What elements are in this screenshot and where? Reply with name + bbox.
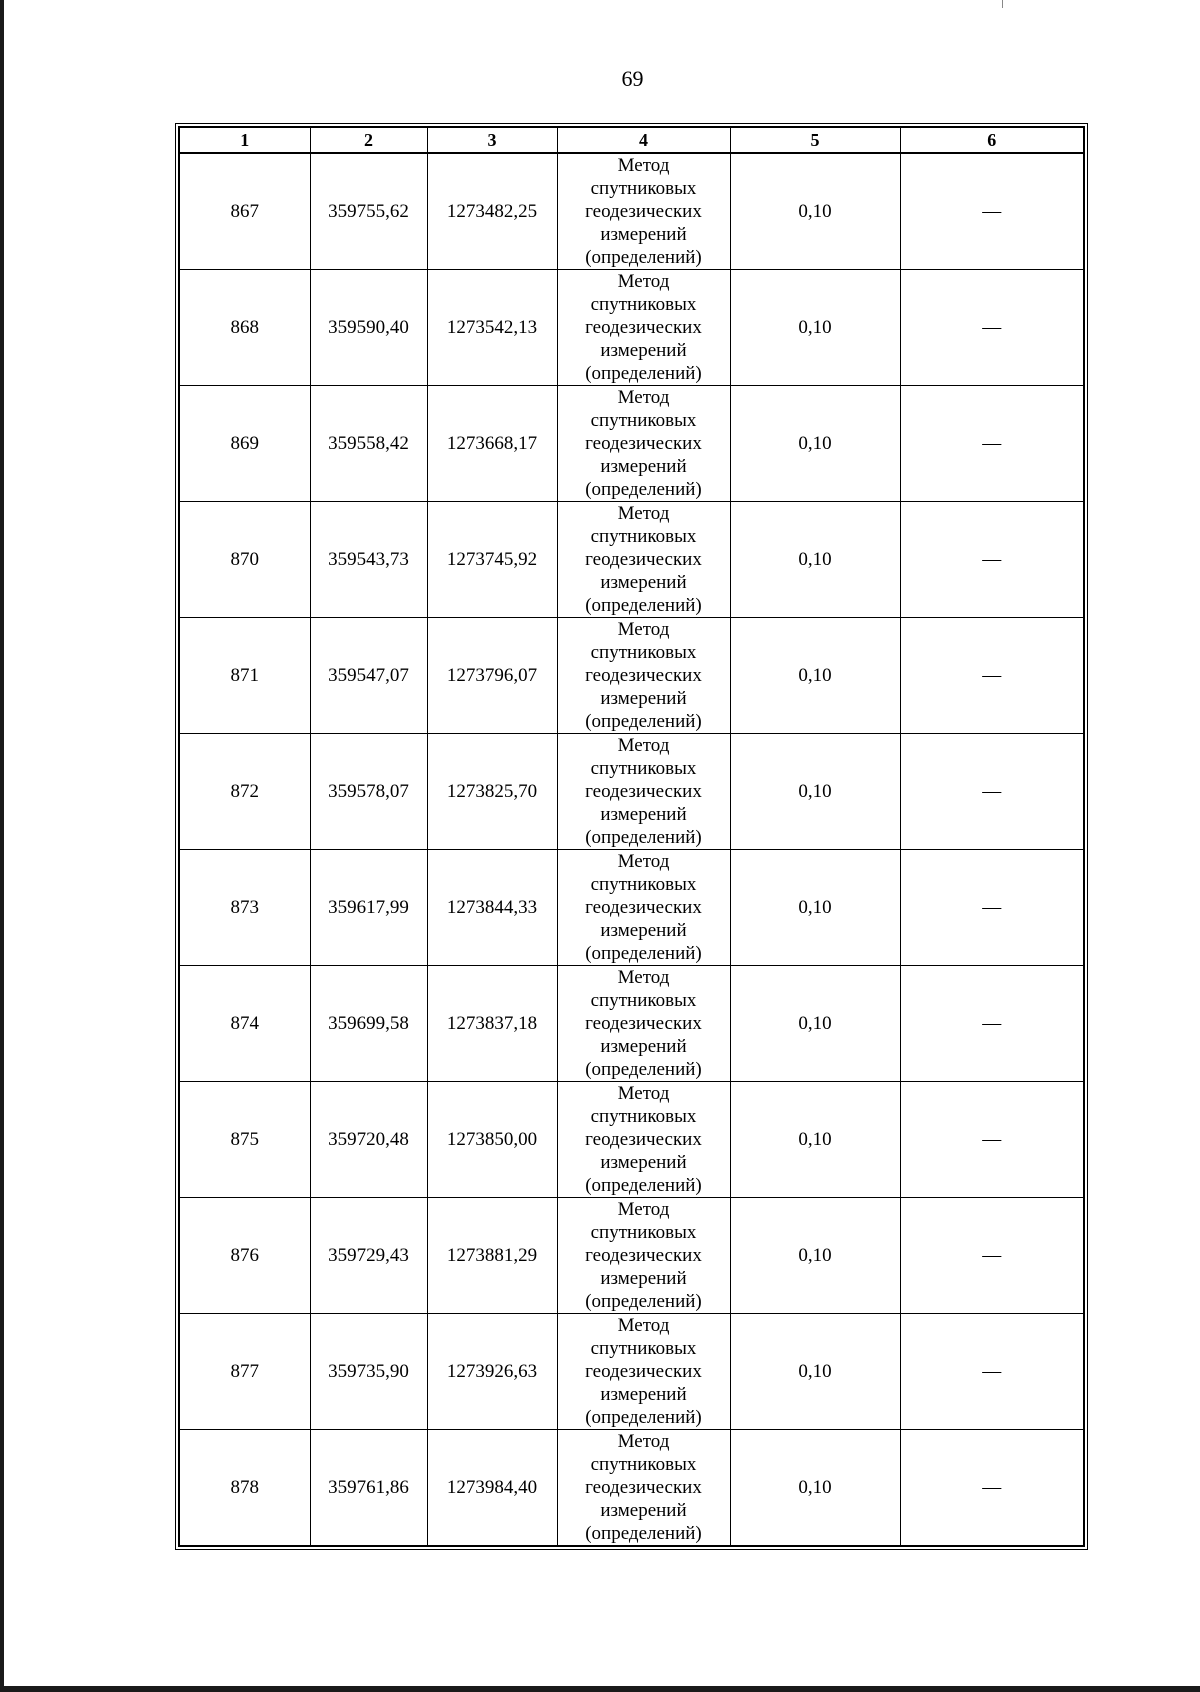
method-line: геодезических [585,1245,702,1266]
coordinate-x-cell: 359755,62 [310,153,427,270]
table-row [179,1430,1084,1547]
table-row [179,502,1084,618]
method-line: геодезических [585,317,702,338]
note-cell: — [900,153,1084,270]
point-number-cell: 878 [179,1430,310,1547]
point-number-cell: 876 [179,1198,310,1314]
method-cell [557,1198,730,1314]
method-cell [557,1082,730,1198]
header-col-4: 4 [557,127,730,153]
method-line: измерений [600,572,687,593]
method-line: спутниковых [590,294,697,315]
method-line: (определений) [585,595,702,616]
accuracy-cell: 0,10 [730,850,900,966]
method-line: измерений [600,920,687,941]
method-line: спутниковых [590,526,697,547]
note-cell: — [900,270,1084,386]
coordinate-x-cell: 359735,90 [310,1314,427,1430]
method-line: Метод [617,735,670,756]
accuracy-cell: 0,10 [730,386,900,502]
table-row [179,850,1084,966]
method-line: геодезических [585,1013,702,1034]
method-line: спутниковых [590,1106,697,1127]
table-row [179,153,1084,270]
coordinate-y-cell: 1273926,63 [427,1314,557,1430]
scan-mark [1002,0,1003,8]
method-cell [557,502,730,618]
method-line: измерений [600,224,687,245]
method-line: (определений) [585,827,702,848]
method-line: Метод [617,503,670,524]
method-line: геодезических [585,1129,702,1150]
coordinates-table [178,126,1085,1547]
method-line: Метод [617,967,670,988]
method-line: измерений [600,1152,687,1173]
point-number-cell: 875 [179,1082,310,1198]
coordinate-x-cell: 359617,99 [310,850,427,966]
method-cell [557,153,730,270]
note-cell: — [900,502,1084,618]
coordinate-y-cell: 1273668,17 [427,386,557,502]
method-line: геодезических [585,433,702,454]
point-number-cell: 872 [179,734,310,850]
method-line: спутниковых [590,990,697,1011]
coordinate-x-cell: 359729,43 [310,1198,427,1314]
method-line: (определений) [585,711,702,732]
table-body [179,153,1084,1546]
page-number: 69 [621,66,644,91]
method-cell [557,966,730,1082]
method-line: спутниковых [590,874,697,895]
point-number-cell: 870 [179,502,310,618]
note-cell: — [900,1082,1084,1198]
accuracy-cell: 0,10 [730,734,900,850]
method-line: (определений) [585,247,702,268]
method-line: спутниковых [590,1222,697,1243]
coordinate-x-cell: 359699,58 [310,966,427,1082]
method-line: Метод [617,271,670,292]
point-number-cell: 868 [179,270,310,386]
coordinate-x-cell: 359720,48 [310,1082,427,1198]
method-line: измерений [600,688,687,709]
point-number-cell: 871 [179,618,310,734]
coordinate-x-cell: 359547,07 [310,618,427,734]
table-row [179,386,1084,502]
coordinate-x-cell: 359578,07 [310,734,427,850]
table-row [179,1198,1084,1314]
method-line: (определений) [585,479,702,500]
method-line: измерений [600,1384,687,1405]
method-line: Метод [617,619,670,640]
accuracy-cell: 0,10 [730,153,900,270]
method-line: геодезических [585,897,702,918]
method-line: измерений [600,1036,687,1057]
note-cell: — [900,734,1084,850]
method-line: измерений [600,340,687,361]
accuracy-cell: 0,10 [730,270,900,386]
coordinate-x-cell: 359761,86 [310,1430,427,1547]
note-cell: — [900,1314,1084,1430]
coordinate-y-cell: 1273984,40 [427,1430,557,1547]
coordinate-y-cell: 1273881,29 [427,1198,557,1314]
point-number-cell: 869 [179,386,310,502]
accuracy-cell: 0,10 [730,1082,900,1198]
coordinate-x-cell: 359558,42 [310,386,427,502]
method-line: измерений [600,1268,687,1289]
point-number-cell: 873 [179,850,310,966]
method-cell [557,270,730,386]
note-cell: — [900,1430,1084,1547]
note-cell: — [900,1198,1084,1314]
table-row [179,1314,1084,1430]
method-line: Метод [617,155,670,176]
note-cell: — [900,618,1084,734]
method-line: (определений) [585,943,702,964]
method-line: Метод [617,1083,670,1104]
method-cell [557,386,730,502]
method-line: спутниковых [590,178,697,199]
coordinate-y-cell: 1273745,92 [427,502,557,618]
coordinate-x-cell: 359590,40 [310,270,427,386]
method-line: Метод [617,1199,670,1220]
note-cell: — [900,966,1084,1082]
method-line: геодезических [585,781,702,802]
table-header-row [179,127,1084,153]
method-line: геодезических [585,201,702,222]
table-row [179,618,1084,734]
coordinate-y-cell: 1273825,70 [427,734,557,850]
method-line: геодезических [585,1477,702,1498]
method-line: спутниковых [590,1338,697,1359]
method-line: спутниковых [590,758,697,779]
method-cell [557,734,730,850]
coordinate-y-cell: 1273796,07 [427,618,557,734]
note-cell: — [900,386,1084,502]
table-row [179,270,1084,386]
method-line: измерений [600,804,687,825]
method-line: Метод [617,851,670,872]
header-col-6: 6 [900,127,1084,153]
table-row [179,734,1084,850]
method-line: спутниковых [590,1454,697,1475]
method-line: (определений) [585,1059,702,1080]
point-number-cell: 877 [179,1314,310,1430]
method-line: (определений) [585,363,702,384]
method-line: геодезических [585,665,702,686]
coordinate-x-cell: 359543,73 [310,502,427,618]
header-col-3: 3 [427,127,557,153]
table-row [179,966,1084,1082]
method-cell [557,1430,730,1547]
coordinate-y-cell: 1273837,18 [427,966,557,1082]
method-line: (определений) [585,1291,702,1312]
method-line: спутниковых [590,410,697,431]
header-col-5: 5 [730,127,900,153]
method-line: Метод [617,1315,670,1336]
accuracy-cell: 0,10 [730,1314,900,1430]
method-line: измерений [600,456,687,477]
scan-edge-left [0,0,4,1692]
method-line: Метод [617,387,670,408]
accuracy-cell: 0,10 [730,966,900,1082]
accuracy-cell: 0,10 [730,1198,900,1314]
scan-edge-bottom [0,1686,1200,1692]
header-col-1: 1 [179,127,310,153]
accuracy-cell: 0,10 [730,502,900,618]
method-line: геодезических [585,1361,702,1382]
accuracy-cell: 0,10 [730,1430,900,1547]
coordinate-y-cell: 1273542,13 [427,270,557,386]
method-line: геодезических [585,549,702,570]
coordinate-y-cell: 1273844,33 [427,850,557,966]
point-number-cell: 874 [179,966,310,1082]
method-line: спутниковых [590,642,697,663]
method-line: Метод [617,1431,670,1452]
table-row [179,1082,1084,1198]
method-line: (определений) [585,1523,702,1544]
method-cell [557,618,730,734]
point-number-cell: 867 [179,153,310,270]
method-cell [557,850,730,966]
header-col-2: 2 [310,127,427,153]
method-cell [557,1314,730,1430]
coordinate-y-cell: 1273850,00 [427,1082,557,1198]
method-line: (определений) [585,1407,702,1428]
method-line: измерений [600,1500,687,1521]
coordinate-y-cell: 1273482,25 [427,153,557,270]
method-line: (определений) [585,1175,702,1196]
note-cell: — [900,850,1084,966]
accuracy-cell: 0,10 [730,618,900,734]
